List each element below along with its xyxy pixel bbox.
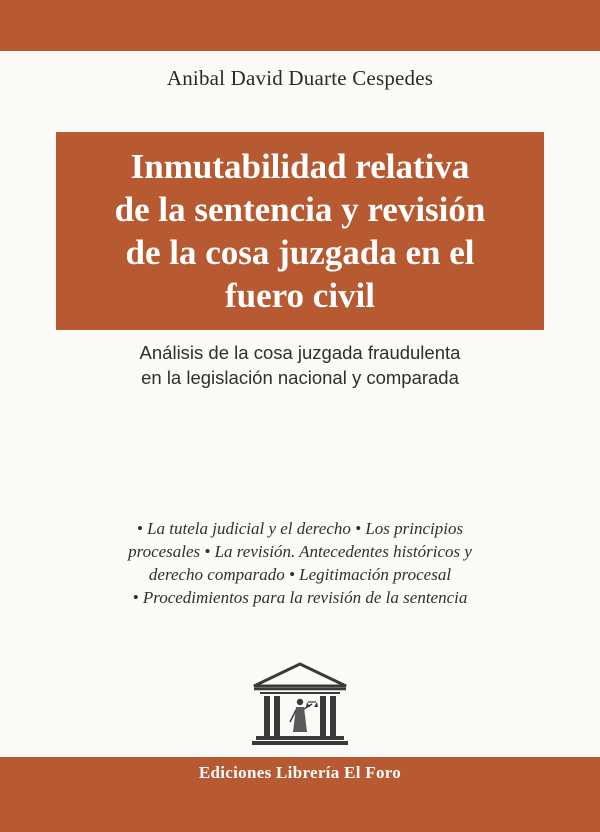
book-title [80, 145, 520, 317]
title-panel [56, 132, 544, 330]
title-line: de la cosa juzgada en el [125, 233, 475, 272]
topic-line: derecho comparado • Legitimación procesal [148, 565, 452, 584]
subtitle-line: en la legislación nacional y comparada [141, 367, 459, 388]
topics-list [110, 517, 490, 609]
topic-line: • Procedimientos para la revisión de la sentencia [132, 588, 468, 607]
title-line: fuero civil [224, 276, 375, 315]
topic-line: • La tutela judicial y el derecho • Los principios [136, 519, 464, 538]
temple-with-justice-statue-icon [252, 662, 348, 746]
publisher-name: Ediciones Librería El Foro [198, 763, 402, 782]
author-name: Anibal David Duarte Cespedes [166, 66, 434, 90]
title-line: Inmutabilidad relativa [130, 147, 470, 186]
topic-line: procesales • La revisión. Antecedentes históricos y [128, 542, 472, 561]
top-accent-band [0, 0, 600, 51]
subtitle-line: Análisis de la cosa juzgada fraudulenta [139, 342, 461, 363]
book-subtitle [0, 340, 600, 390]
title-line: de la sentencia y revisión [114, 190, 486, 229]
